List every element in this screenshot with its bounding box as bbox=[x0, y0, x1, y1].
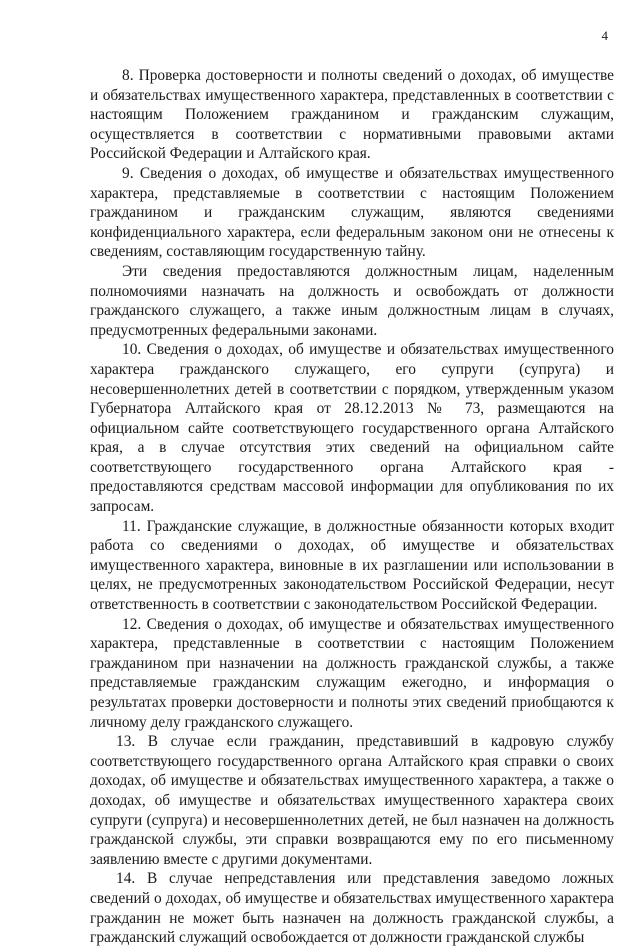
paragraph-10: 10. Сведения о доходах, об имуществе и обязательствах имущественного характера гражданского служащего, его супруги (супруга) и несовершеннолетних детей в соответствии с порядком, утвержденным указом Губернатора Алтайского края от 28.12.2013 № 73, размещаются на официальном сайте соответствующего государственного органа Алтайского края, а в случае отсутствия этих сведений на официальном сайте соответствующего государственного органа Алтайского края - предоставляются средствам массовой информации для опубликования по их запросам. bbox=[90, 341, 614, 516]
page-number: 4 bbox=[601, 28, 608, 43]
paragraph-8: 8. Проверка достоверности и полноты сведений о доходах, об имуществе и обязательствах имущественного характера, представленных в соответствии с настоящим Положением гражданином и гражданским служащим, осуществляется в соответствии с нормативными правовыми актами Российской Федерации и Алтайского края. bbox=[90, 67, 614, 163]
paragraph-11: 11. Гражданские служащие, в должностные обязанности которых входит работа со сведениями о доходах, об имуществе и обязательствах имущественного характера, виновные в их разглашении или использовании в целях, не предусмотренных законодательством Российской Федерации, несут ответственность в соответствии с законодательством Российской Федерации. bbox=[90, 517, 614, 614]
paragraph-9: 9. Сведения о доходах, об имуществе и обязательствах имущественного характера, представляемые в соответствии с настоящим Положением гражданином и гражданским служащим, являются сведениями конфиденциального характера, если федеральным законом они не отнесены к сведениям, составляющим государственную тайну. bbox=[90, 164, 614, 261]
paragraph-13: 13. В случае если гражданин, представивший в кадровую службу соответствующего государственного органа Алтайского края справки о своих доходах, об имуществе и обязательствах имущественного характера, а также о доходах, об имуществе и обязательствах имущественного характера своих супруги (супруга) и несовершеннолетних детей, не был назначен на должность гражданской службы, эти справки возвращаются ему по его письменному заявлению вместе с другими документами. bbox=[90, 733, 614, 868]
paragraph-9-continuation: Эти сведения предоставляются должностным лицам, наделенным полномочиями назначать на должность и освобождать от должности гражданского служащего, а также иным должностным лицам в случаях, предусмотренных федеральными законами. bbox=[90, 262, 614, 339]
paragraph-12: 12. Сведения о доходах, об имуществе и обязательствах имущественного характера, представленные в соответствии с настоящим Положением гражданином при назначении на должность гражданской службы, а также представляемые гражданским служащим ежегодно, и информация о результатах проверки достоверности и полноты этих сведений приобщаются к личному делу гражданского служащего. bbox=[90, 615, 614, 731]
document-body bbox=[90, 66, 614, 948]
paragraph-14: 14. В случае непредставления или представления заведомо ложных сведений о доходах, об имуществе и обязательствах имущественного характера гражданин не может быть назначен на должность гражданской службы, а гражданский служащий освобождается от должности гражданской службы bbox=[90, 870, 614, 947]
